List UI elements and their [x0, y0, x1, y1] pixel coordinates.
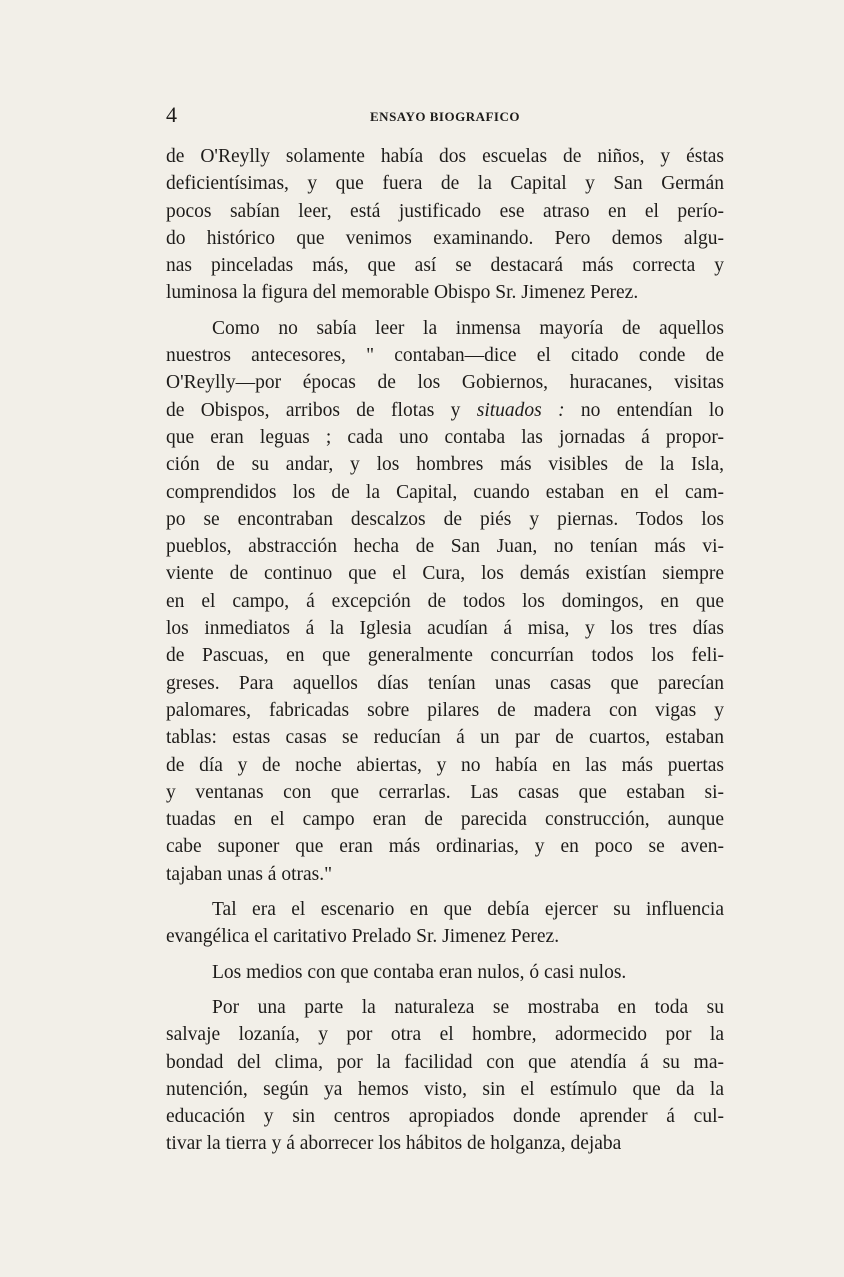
- text-line: tablas: estas casas se reducían á un par de cuartos, estaban: [166, 727, 724, 749]
- running-head: ENSAYO BIOGRAFICO: [370, 109, 520, 124]
- text-line: Como no sabía leer la inmensa mayoría de aquellos: [212, 317, 724, 339]
- text-line: en el campo, á excepción de todos los domingos, en que: [166, 590, 724, 612]
- text-line: pocos sabían leer, está justificado ese atraso en el perío-: [166, 200, 724, 222]
- italic-term: situados :: [476, 399, 565, 421]
- text-line: de día y de noche abiertas, y no había en las más puertas: [166, 754, 724, 776]
- text-line: cabe suponer que eran más ordinarias, y en poco se aven-: [166, 836, 724, 858]
- text-line: los inmediatos á la Iglesia acudían á misa, y los tres días: [166, 618, 724, 640]
- text-line: nuestros antecesores, " contaban—dice el citado conde de: [166, 345, 724, 367]
- text-line: evangélica el caritativo Prelado Sr. Jimenez Perez.: [166, 926, 560, 948]
- paragraph: [166, 315, 724, 888]
- page-header: [166, 102, 724, 132]
- paragraph: [166, 143, 724, 307]
- text-line: educación y sin centros apropiados donde aprender á cul-: [166, 1106, 724, 1128]
- paragraph: [166, 994, 724, 1158]
- text-line: luminosa la figura del memorable Obispo Sr. Jimenez Perez.: [166, 282, 639, 304]
- text-line: palomares, fabricadas sobre pilares de madera con vigas y: [166, 699, 724, 721]
- text-line: bondad del clima, por la facilidad con que atendía á su ma-: [166, 1051, 724, 1073]
- text-line: salvaje lozanía, y por otra el hombre, adormecido por la: [166, 1024, 724, 1046]
- page-number: 4: [166, 102, 177, 127]
- paragraph-gap: [166, 951, 724, 959]
- text-line: do histórico que venimos examinando. Pero demos algu-: [166, 227, 724, 249]
- text-line: viente de continuo que el Cura, los demás existían siempre: [166, 563, 724, 585]
- text-line: po se encontraban descalzos de piés y piernas. Todos los: [166, 508, 724, 530]
- paragraph-gap: [166, 307, 724, 315]
- text-line: de Pascuas, en que generalmente concurrían todos los feli-: [166, 645, 724, 667]
- paragraph-gap: [166, 888, 724, 896]
- paragraph: [166, 896, 724, 951]
- text-line: de Obispos, arribos de flotas y situados : no entendían lo: [166, 399, 724, 421]
- text-line: tivar la tierra y á aborrecer los hábitos de holganza, dejaba: [166, 1133, 622, 1155]
- text-line: deficientísimas, y que fuera de la Capital y San Germán: [166, 173, 724, 195]
- text-line: ción de su andar, y los hombres más visibles de la Isla,: [166, 454, 724, 476]
- text-line: O'Reylly—por épocas de los Gobiernos, huracanes, visitas: [166, 372, 724, 394]
- text-line: nas pinceladas más, que así se destacará más correcta y: [166, 255, 724, 277]
- text-line: y ventanas con que cerrarlas. Las casas que estaban si-: [166, 781, 724, 803]
- text-line: tajaban unas á otras.": [166, 863, 333, 885]
- text-line: Los medios con que contaba eran nulos, ó casi nulos.: [212, 961, 627, 983]
- paragraph-gap: [166, 986, 724, 994]
- text-line: que eran leguas ; cada uno contaba las jornadas á propor-: [166, 426, 724, 448]
- text-line: nutención, según ya hemos visto, sin el estímulo que da la: [166, 1078, 724, 1100]
- text-line: tuadas en el campo eran de parecida construcción, aunque: [166, 809, 724, 831]
- text-line: de O'Reylly solamente había dos escuelas de niños, y éstas: [166, 146, 724, 167]
- body-text: [166, 143, 724, 1158]
- text-line: greses. Para aquellos días tenían unas casas que parecían: [166, 672, 724, 694]
- text-line: pueblos, abstracción hecha de San Juan, no tenían más vi-: [166, 536, 724, 558]
- paragraph: [166, 959, 724, 986]
- text-line: comprendidos los de la Capital, cuando estaban en el cam-: [166, 481, 724, 503]
- text-line: Por una parte la naturaleza se mostraba en toda su: [212, 996, 724, 1018]
- text-line: Tal era el escenario en que debía ejercer su influencia: [212, 899, 724, 921]
